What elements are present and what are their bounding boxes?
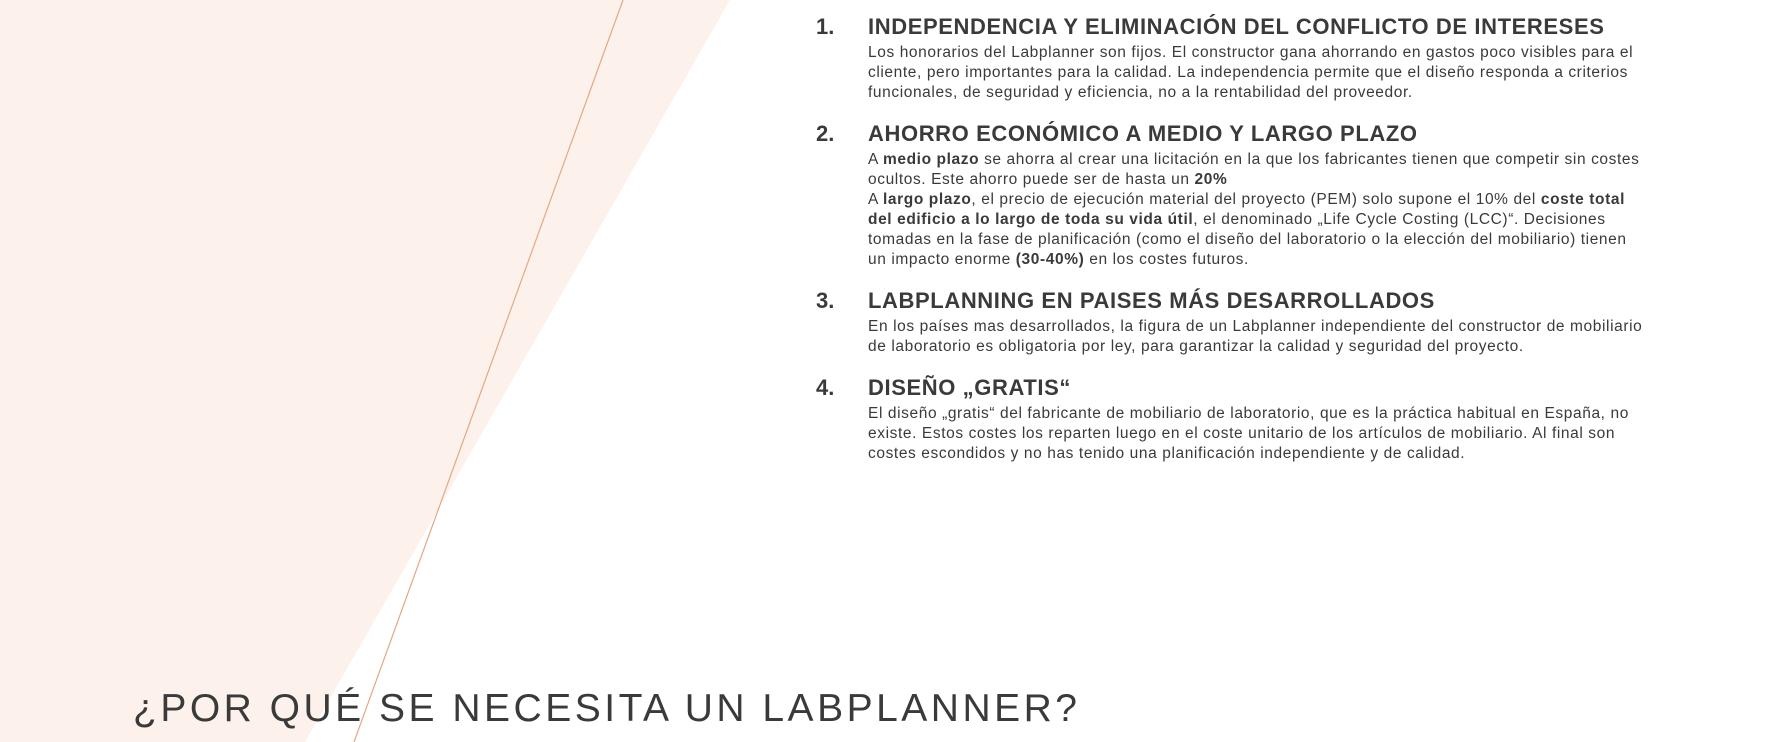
item-title: DISEÑO „GRATIS“ — [868, 375, 1071, 400]
bold-text: largo plazo — [883, 191, 972, 208]
bold-text: 20% — [1194, 171, 1228, 188]
list-item — [816, 119, 1646, 270]
item-description: Los honorarios del Labplanner son fijos. El constructor gana ahorrando en gastos poco visibles para el cliente, pero importantes para la calidad. La independencia permite que el diseño responda a criterios funcionales, de seguridad y eficiencia, no a la rentabilidad del proveedor. — [868, 44, 1634, 101]
bold-text: medio plazo — [883, 151, 980, 168]
bold-text: coste total del edificio a lo largo de toda su vida útil — [868, 191, 1625, 228]
item-description — [868, 150, 1646, 270]
item-description: En los países mas desarrollados, la figura de un Labplanner independiente del constructor de mobiliario de laboratorio es obligatoria por ley, para garantizar la calidad y seguridad del proyecto. — [868, 318, 1643, 355]
item-number: 2. — [816, 121, 835, 146]
item-number: 4. — [816, 375, 835, 400]
medium-term-paragraph: A medio plazo se ahorra al crear una licitación en la que los fabricantes tienen que competir sin costes ocultos. Este ahorro puede ser de hasta un 20% — [868, 151, 1640, 188]
decor-shape — [0, 0, 730, 742]
section-title: ¿POR QUÉ SE NECESITA UN LABPLANNER? — [133, 687, 1081, 730]
item-title: INDEPENDENCIA Y ELIMINACIÓN DEL CONFLICTO DE INTERESES — [868, 14, 1605, 39]
list-item — [816, 286, 1646, 357]
item-title: LABPLANNING EN PAISES MÁS DESARROLLADOS — [868, 288, 1435, 313]
list-item — [816, 12, 1646, 103]
numbered-list — [816, 12, 1646, 480]
item-number: 1. — [816, 14, 835, 39]
item-number: 3. — [816, 288, 835, 313]
item-title: AHORRO ECONÓMICO A MEDIO Y LARGO PLAZO — [868, 121, 1418, 146]
list-item — [816, 373, 1646, 464]
bold-text: (30-40%) — [1015, 251, 1085, 268]
item-description: El diseño „gratis“ del fabricante de mobiliario de laboratorio, que es la práctica habitual en España, no existe. Estos costes los reparten luego en el coste unitario de los artículos de mobiliario. Al final son costes escondidos y no has tenido una planificación independiente y de calidad. — [868, 405, 1629, 462]
long-term-paragraph: A largo plazo, el precio de ejecución material del proyecto (PEM) solo supone el 10% del coste total del edificio a lo largo de toda su vida útil, el denominado „Life Cycle Costing (LCC)“. Decisiones tomadas en la fase de planificación (como el diseño del laboratorio o la elección del mobiliario) tienen un impacto enorme (30-40%) en los costes futuros. — [868, 191, 1627, 268]
